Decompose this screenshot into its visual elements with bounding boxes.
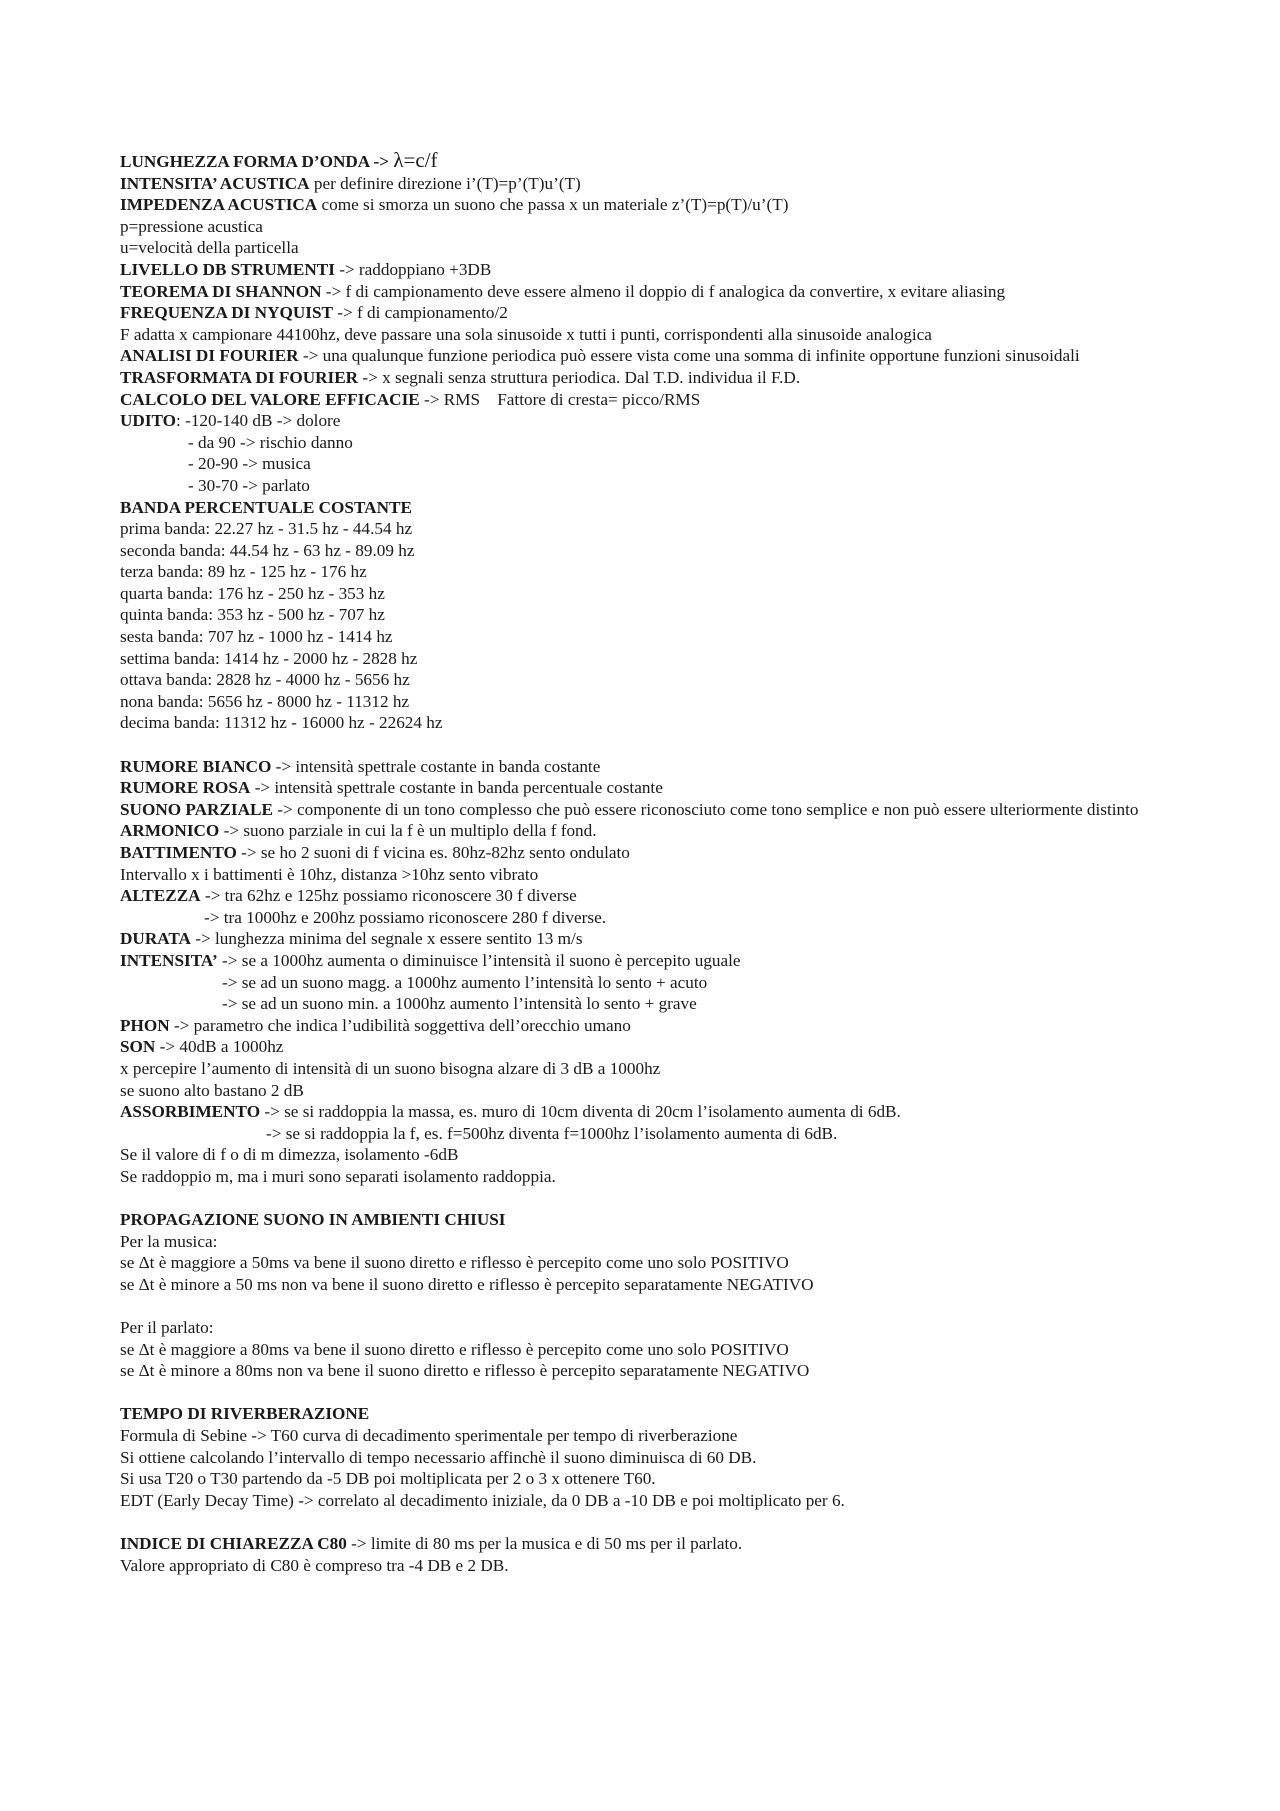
heading-fourier-analysis: ANALISI DI FOURIER bbox=[120, 346, 299, 366]
heading-reverb: TEMPO DI RIVERBERAZIONE bbox=[120, 1404, 370, 1424]
partial-sound-line bbox=[120, 799, 1180, 821]
heading-pitch: ALTEZZA bbox=[120, 886, 201, 906]
hearing-item: - 30-70 -> parlato bbox=[188, 475, 310, 495]
line-text: come si smorza un suono che passa x un materiale z’(T)=p(T)/u’(T) bbox=[317, 195, 789, 215]
son-line bbox=[120, 1036, 1180, 1058]
reverb-section-title bbox=[120, 1403, 1180, 1425]
line-text: -> lunghezza minima del segnale x essere sentito 13 m/s bbox=[190, 929, 583, 949]
hearing-item: - da 90 -> rischio danno bbox=[188, 432, 353, 452]
line-text: -> se ho 2 suoni di f vicina es. 80hz-82hz sento ondulato bbox=[236, 843, 630, 862]
band-item: decima banda: 11312 hz - 16000 hz - 22624 hz bbox=[120, 713, 443, 733]
text-line: se Δt è maggiore a 80ms va bene il suono diretto e riflesso è percepito come uno solo POSITIVO bbox=[120, 1339, 789, 1359]
spacer bbox=[120, 1382, 1180, 1404]
heading-partial-sound: SUONO PARZIALE bbox=[120, 799, 273, 819]
text-line: se suono alto bastano 2 dB bbox=[120, 1080, 304, 1100]
heading-propagation: PROPAGAZIONE SUONO IN AMBIENTI CHIUSI bbox=[120, 1210, 506, 1230]
hearing-item: - 20-90 -> musica bbox=[188, 454, 311, 474]
heading-shannon: TEOREMA DI SHANNON bbox=[120, 281, 322, 301]
duration-line bbox=[120, 928, 1180, 950]
band-item: nona banda: 5656 hz - 8000 hz - 11312 hz bbox=[120, 691, 410, 711]
line-text: -> tra 62hz e 125hz possiamo riconoscere 30 f diverse bbox=[200, 886, 577, 906]
text-line: EDT (Early Decay Time) -> correlato al decadimento iniziale, da 0 DB a -10 DB e poi moltiplicato per 6. bbox=[120, 1490, 845, 1510]
line-text: -> intensità spettrale costante in banda percentuale costante bbox=[250, 778, 663, 798]
absorption-item: -> se si raddoppia la f, es. f=500hz diventa f=1000hz l’isolamento aumenta di 6dB. bbox=[266, 1123, 838, 1143]
heading-son: SON bbox=[120, 1037, 156, 1057]
text-line: se Δt è minore a 80ms non va bene il suono diretto e riflesso è percepito separatamente NEGATIVO bbox=[120, 1361, 810, 1381]
band-item: sesta banda: 707 hz - 1000 hz - 1414 hz bbox=[120, 627, 393, 647]
text-line: Se raddoppio m, ma i muri sono separati isolamento raddoppia. bbox=[120, 1166, 556, 1186]
heading-db-level: LIVELLO DB STRUMENTI bbox=[120, 259, 335, 279]
heading-white-noise: RUMORE BIANCO bbox=[120, 756, 272, 776]
heading-hearing: UDITO bbox=[120, 411, 177, 431]
text-line: Se il valore di f o di m dimezza, isolamento -6dB bbox=[120, 1145, 459, 1165]
text-line: Formula di Sebine -> T60 curva di decadimento sperimentale per tempo di riverberazione bbox=[120, 1426, 738, 1446]
text-line: Valore appropriato di C80 è compreso tra -4 DB e 2 DB. bbox=[120, 1555, 509, 1575]
line-text: : -120-140 dB -> dolore bbox=[176, 411, 341, 431]
heading-intensity: INTENSITA’ bbox=[120, 950, 218, 970]
line-text: -> intensità spettrale costante in banda costante bbox=[271, 756, 601, 776]
fourier-transform-line bbox=[120, 367, 1180, 389]
text-line: x percepire l’aumento di intensità di un suono bisogna alzare di 3 dB a 1000hz bbox=[120, 1058, 661, 1078]
white-noise-line bbox=[120, 756, 1180, 778]
heading-fourier-transform: TRASFORMATA DI FOURIER bbox=[120, 367, 359, 387]
line-text: -> f di campionamento/2 bbox=[332, 303, 508, 323]
acoustic-intensity-line bbox=[120, 173, 1180, 195]
pink-noise-line bbox=[120, 777, 1180, 799]
heading-acoustic-impedance: IMPEDENZA ACUSTICA bbox=[120, 195, 318, 215]
text-line: Si usa T20 o T30 partendo da -5 DB poi moltiplicata per 2 o 3 x ottenere T60. bbox=[120, 1469, 656, 1489]
text-line: F adatta x campionare 44100hz, deve passare una sola sinusoide x tutti i punti, corrispondenti alla sinusoide analogica bbox=[120, 324, 932, 344]
nyquist-line bbox=[120, 302, 1180, 324]
text-line: Per la musica: bbox=[120, 1231, 218, 1251]
band-item: quinta banda: 353 hz - 500 hz - 707 hz bbox=[120, 605, 385, 625]
heading-nyquist: FREQUENZA DI NYQUIST bbox=[120, 303, 333, 323]
db-level-line bbox=[120, 259, 1180, 281]
band-item: terza banda: 89 hz - 125 hz - 176 hz bbox=[120, 562, 367, 582]
line-text: -> se a 1000hz aumenta o diminuisce l’intensità il suono è percepito uguale bbox=[217, 950, 741, 970]
clarity-line bbox=[120, 1533, 1180, 1555]
text-line: se Δt è minore a 50 ms non va bene il suono diretto e riflesso è percepito separatamente NEGATIVO bbox=[120, 1274, 814, 1294]
band-item: ottava banda: 2828 hz - 4000 hz - 5656 hz bbox=[120, 670, 410, 690]
intensity-item: -> se ad un suono min. a 1000hz aumento l’intensità lo sento + grave bbox=[222, 994, 697, 1014]
propagation-section-title bbox=[120, 1209, 1180, 1231]
line-text: -> suono parziale in cui la f è un multiplo della f fond. bbox=[219, 821, 597, 841]
heading-wavelength: LUNGHEZZA FORMA D’ONDA bbox=[120, 152, 370, 171]
text-line: u=velocità della particella bbox=[120, 238, 299, 258]
heading-pink-noise: RUMORE ROSA bbox=[120, 778, 251, 798]
harmonic-line bbox=[120, 820, 1180, 842]
band-item: quarta banda: 176 hz - 250 hz - 353 hz bbox=[120, 583, 385, 603]
text-line: Si ottiene calcolando l’intervallo di tempo necessario affinchè il suono diminuisca di 60 DB. bbox=[120, 1447, 757, 1467]
heading-harmonic: ARMONICO bbox=[120, 821, 220, 841]
heading-clarity: INDICE DI CHIAREZZA C80 bbox=[120, 1534, 347, 1553]
line-text: -> se si raddoppia la massa, es. muro di 10cm diventa di 20cm l’isolamento aumenta di 6dB. bbox=[260, 1102, 901, 1122]
line-text: -> 40dB a 1000hz bbox=[155, 1037, 284, 1057]
text-line: Intervallo x i battimenti è 10hz, distanza >10hz sento vibrato bbox=[120, 864, 539, 884]
line-text: -> x segnali senza struttura periodica. Dal T.D. individua il F.D. bbox=[358, 367, 801, 387]
intensity-line bbox=[120, 950, 1180, 972]
document-page bbox=[120, 150, 1180, 1576]
text-line: p=pressione acustica bbox=[120, 216, 263, 236]
hearing-line bbox=[120, 410, 1180, 432]
line-text: -> RMS Fattore di cresta= picco/RMS bbox=[419, 389, 701, 409]
heading-rms: CALCOLO DEL VALORE EFFICACIE bbox=[120, 389, 420, 409]
band-item: prima banda: 22.27 hz - 31.5 hz - 44.54 hz bbox=[120, 519, 413, 539]
heading-acoustic-intensity: INTENSITA’ ACUSTICA bbox=[120, 173, 310, 193]
heading-beat: BATTIMENTO bbox=[120, 843, 237, 862]
line-text: -> componente di un tono complesso che può essere riconosciuto come tono semplice e non può essere ulteriormente distinto bbox=[272, 799, 1139, 819]
band-item: seconda banda: 44.54 hz - 63 hz - 89.09 hz bbox=[120, 540, 415, 560]
band-section-title bbox=[120, 497, 1180, 519]
spacer bbox=[120, 1295, 1180, 1317]
rms-line bbox=[120, 389, 1180, 411]
line-text: -> parametro che indica l’udibilità soggettiva dell’orecchio umano bbox=[169, 1015, 631, 1035]
band-item: settima banda: 1414 hz - 2000 hz - 2828 hz bbox=[120, 648, 418, 668]
beat-line bbox=[120, 842, 1180, 864]
heading-phon: PHON bbox=[120, 1015, 170, 1035]
spacer bbox=[120, 1188, 1180, 1210]
shannon-line bbox=[120, 281, 1180, 303]
phon-line bbox=[120, 1015, 1180, 1037]
wavelength-line bbox=[120, 150, 1180, 173]
line-text: -> raddoppiano +3DB bbox=[334, 259, 492, 279]
line-text: -> limite di 80 ms per la musica e di 50 ms per il parlato. bbox=[346, 1534, 743, 1553]
absorption-line bbox=[120, 1101, 1180, 1123]
pitch-line bbox=[120, 885, 1180, 907]
arrow: -> bbox=[369, 152, 394, 171]
line-text: -> una qualunque funzione periodica può essere vista come una somma di infinite opportune funzioni sinusoidali bbox=[298, 346, 1080, 366]
line-text: per definire direzione i’(T)=p’(T)u’(T) bbox=[309, 173, 581, 193]
heading-absorption: ASSORBIMENTO bbox=[120, 1102, 261, 1122]
acoustic-impedance-line bbox=[120, 194, 1180, 216]
spacer bbox=[120, 1511, 1180, 1533]
wavelength-formula: λ=c/f bbox=[393, 148, 438, 172]
text-line: se Δt è maggiore a 50ms va bene il suono diretto e riflesso è percepito come uno solo POSITIVO bbox=[120, 1253, 789, 1273]
heading-band: BANDA PERCENTUALE COSTANTE bbox=[120, 497, 412, 517]
pitch-item: -> tra 1000hz e 200hz possiamo riconoscere 280 f diverse. bbox=[204, 907, 607, 927]
intensity-item: -> se ad un suono magg. a 1000hz aumento l’intensità lo sento + acuto bbox=[222, 972, 708, 992]
spacer bbox=[120, 734, 1180, 756]
heading-duration: DURATA bbox=[120, 929, 191, 949]
fourier-analysis-line bbox=[120, 345, 1180, 367]
text-line: Per il parlato: bbox=[120, 1318, 214, 1338]
line-text: -> f di campionamento deve essere almeno il doppio di f analogica da convertire, x evitare aliasing bbox=[321, 281, 1006, 301]
